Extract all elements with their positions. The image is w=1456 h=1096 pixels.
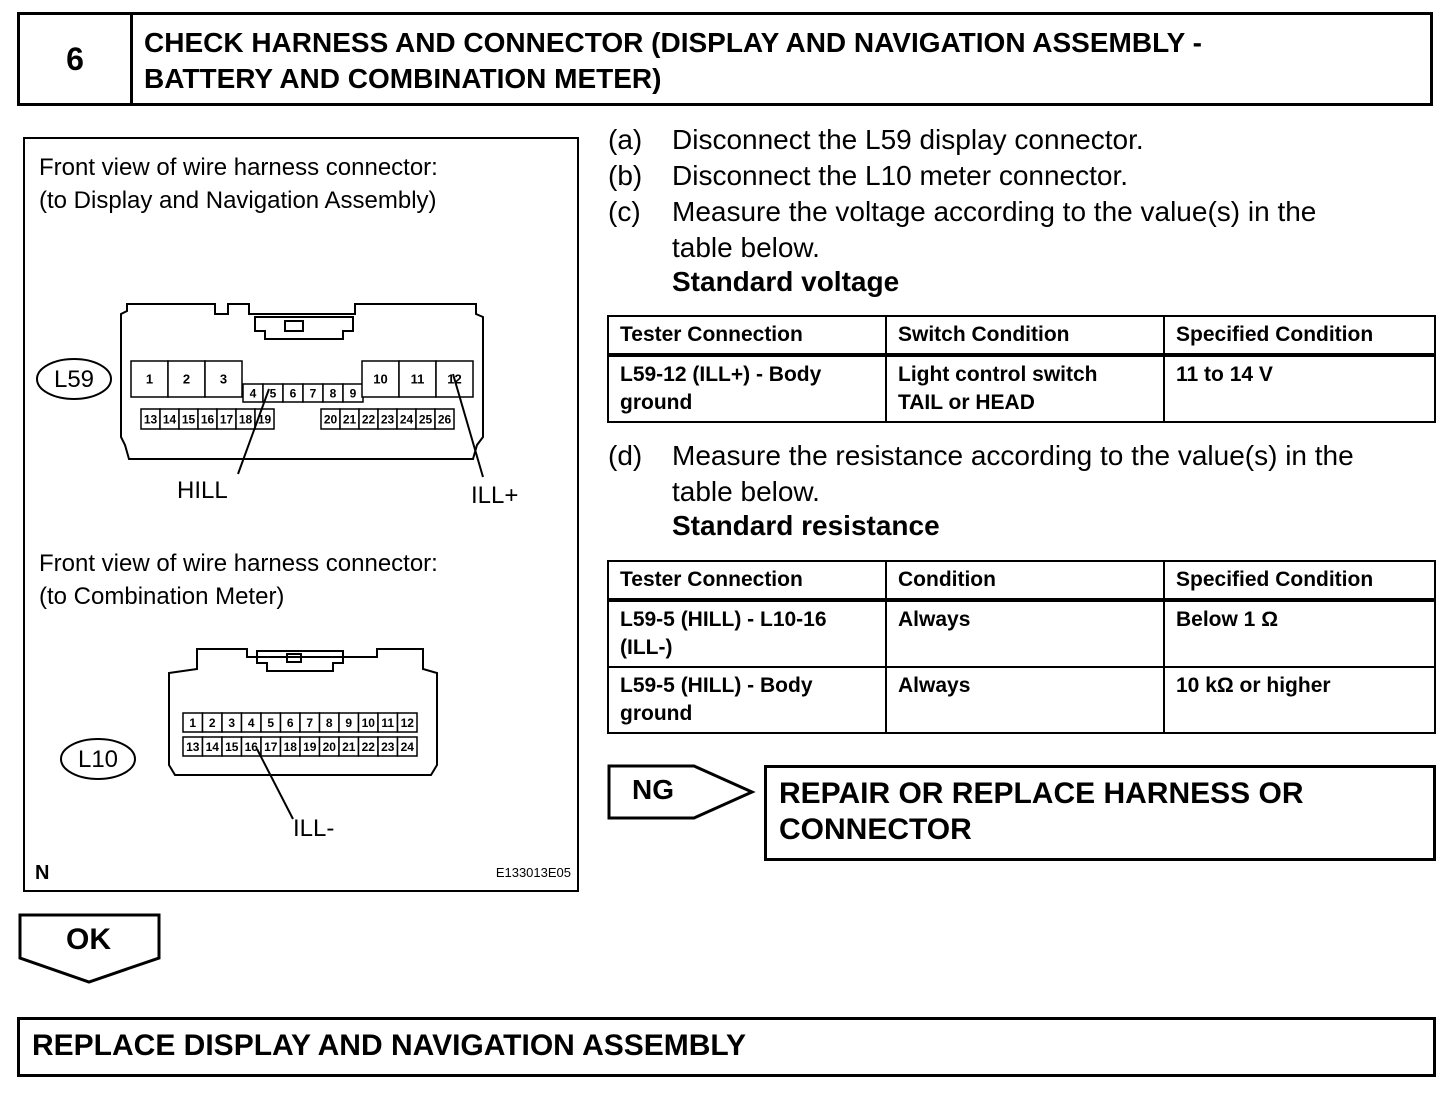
- caption-l59-line2: (to Display and Navigation Assembly): [39, 187, 437, 214]
- step-b-text: Disconnect the L10 meter connector.: [672, 160, 1129, 191]
- cell-line: L59-12 (ILL+) - Body: [620, 363, 822, 386]
- cell-line: Light control switch: [898, 363, 1098, 386]
- step-c-text-line1: Measure the voltage according to the value(s) in the: [672, 196, 1317, 227]
- voltage-heading: Standard voltage: [672, 266, 900, 297]
- pin-number: 3: [219, 371, 228, 387]
- pin-number: 26: [437, 412, 452, 427]
- pin-number: 18: [283, 739, 297, 754]
- voltage-header-specified: Specified Condition: [1164, 316, 1435, 355]
- pin-number: 3: [228, 715, 236, 730]
- pin-number: 23: [380, 412, 395, 427]
- step-d-text-line1: Measure the resistance according to the value(s) in the: [672, 440, 1354, 471]
- resistance-header-tester: Tester Connection: [608, 561, 886, 600]
- resistance-row1-specified: Below 1 Ω: [1164, 600, 1435, 667]
- pin-number: 14: [162, 412, 177, 427]
- resistance-table-header: [608, 561, 1435, 600]
- cell-line: L59-5 (HILL) - Body: [620, 674, 813, 697]
- pin-number: 15: [181, 412, 196, 427]
- pin-number: 25: [418, 412, 433, 427]
- pin-number: 22: [361, 412, 376, 427]
- step-header: [17, 12, 1433, 106]
- step-c-text-line2: table below.: [672, 232, 820, 263]
- pin-number: 8: [329, 386, 337, 401]
- pin-number: 8: [325, 715, 333, 730]
- table-row: [608, 667, 1435, 733]
- ng-label: NG: [632, 774, 674, 805]
- cell-line: ground: [620, 702, 693, 725]
- pin-number: 19: [257, 412, 272, 427]
- step-a-text: Disconnect the L59 display connector.: [672, 124, 1144, 155]
- pin-number: 13: [186, 739, 200, 754]
- voltage-table-header: [608, 316, 1435, 355]
- step-title: [144, 25, 1404, 97]
- pin-number: 15: [225, 739, 239, 754]
- cell-line: ground: [620, 391, 693, 414]
- pin-number: 12: [447, 371, 462, 387]
- pin-number: 22: [361, 739, 375, 754]
- pin-number: 12: [400, 715, 414, 730]
- voltage-row-specified: 11 to 14 V: [1164, 355, 1435, 422]
- cell-line: L59-5 (HILL) - L10-16: [620, 608, 827, 631]
- pin-number: 1: [189, 715, 197, 730]
- resistance-table: [607, 560, 1436, 734]
- ng-result-box: [764, 765, 1436, 861]
- resistance-row2-condition: Always: [886, 667, 1164, 733]
- l10-tag: L10: [77, 746, 119, 773]
- resistance-header-specified: Specified Condition: [1164, 561, 1435, 600]
- resistance-heading: Standard resistance: [672, 510, 940, 541]
- ng-result-line2: CONNECTOR: [779, 813, 972, 846]
- resistance-row1-condition: Always: [886, 600, 1164, 667]
- resistance-header-condition: Condition: [886, 561, 1164, 600]
- ok-label: OK: [66, 923, 111, 956]
- step-title-line1: CHECK HARNESS AND CONNECTOR (DISPLAY AND NAVIGATION ASSEMBLY -: [144, 27, 1202, 58]
- cell-line: (ILL-): [620, 636, 673, 659]
- table-row: [608, 600, 1435, 667]
- pin-number: 21: [342, 412, 357, 427]
- pin-number: 20: [323, 412, 338, 427]
- ng-result-line1: REPAIR OR REPLACE HARNESS OR: [779, 777, 1304, 810]
- step-d-text-line2: table below.: [672, 476, 820, 507]
- cell-line: TAIL or HEAD: [898, 391, 1035, 414]
- pin-number: 7: [306, 715, 314, 730]
- l10-pin-group: [183, 713, 417, 756]
- illminus-label: ILL-: [293, 815, 335, 842]
- pin-number: 17: [264, 739, 278, 754]
- pin-number: 1: [145, 371, 154, 387]
- pin-number: 2: [208, 715, 216, 730]
- voltage-header-condition: Switch Condition: [886, 316, 1164, 355]
- pin-number: 11: [410, 371, 425, 387]
- resistance-row2-tester: [608, 667, 886, 733]
- resistance-row1-tester: [608, 600, 886, 667]
- pin-number: 24: [399, 412, 414, 427]
- pin-number: 20: [322, 739, 336, 754]
- step-title-line2: BATTERY AND COMBINATION METER): [144, 63, 662, 94]
- table-row: [608, 355, 1435, 422]
- pin-number: 6: [286, 715, 294, 730]
- corner-mark: N: [35, 862, 50, 884]
- pin-number: 24: [400, 739, 414, 754]
- pin-number: 18: [238, 412, 253, 427]
- pin-number: 13: [143, 412, 158, 427]
- voltage-row-tester: [608, 355, 886, 422]
- pin-number: 9: [349, 386, 357, 401]
- pin-number: 9: [345, 715, 353, 730]
- pin-number: 23: [381, 739, 395, 754]
- voltage-header-tester: Tester Connection: [608, 316, 886, 355]
- step-c-letter: (c): [608, 196, 641, 227]
- connector-drawings: [25, 139, 577, 890]
- step-d-letter: (d): [608, 440, 643, 471]
- voltage-row-condition: [886, 355, 1164, 422]
- ok-result-box: REPLACE DISPLAY AND NAVIGATION ASSEMBLY: [17, 1017, 1436, 1077]
- pin-number: 16: [244, 739, 258, 754]
- pin-number: 2: [182, 371, 191, 387]
- pin-number: 5: [269, 386, 277, 401]
- hill-label: HILL: [177, 477, 228, 504]
- step-number: 6: [20, 15, 133, 103]
- pin-number: 4: [247, 715, 255, 730]
- resistance-row2-specified: 10 kΩ or higher: [1164, 667, 1435, 733]
- pin-number: 5: [267, 715, 275, 730]
- voltage-table: [607, 315, 1436, 423]
- caption-l10-line2: (to Combination Meter): [39, 583, 285, 610]
- pin-number: 19: [303, 739, 317, 754]
- pin-number: 7: [309, 386, 317, 401]
- step-b-letter: (b): [608, 160, 643, 191]
- pin-number: 11: [381, 715, 395, 730]
- connector-figure: [23, 137, 579, 892]
- caption-l10-line1: Front view of wire harness connector:: [39, 550, 438, 577]
- ng-arrow-icon: [606, 763, 756, 821]
- caption-l59-line1: Front view of wire harness connector:: [39, 154, 438, 181]
- illminus-leader: [257, 749, 293, 819]
- pin-number: 10: [373, 371, 388, 387]
- pin-number: 14: [205, 739, 219, 754]
- pin-number: 17: [219, 412, 234, 427]
- illplus-label: ILL+: [471, 482, 519, 509]
- pin-number: 10: [361, 715, 375, 730]
- step-a-letter: (a): [608, 124, 643, 155]
- pin-number: 16: [200, 412, 215, 427]
- pin-number: 21: [342, 739, 356, 754]
- pin-number: 4: [249, 386, 257, 401]
- figure-id: E133013E05: [495, 865, 571, 880]
- pin-number: 6: [289, 386, 297, 401]
- l59-pin-group: [131, 361, 473, 429]
- l59-tag: L59: [53, 366, 95, 393]
